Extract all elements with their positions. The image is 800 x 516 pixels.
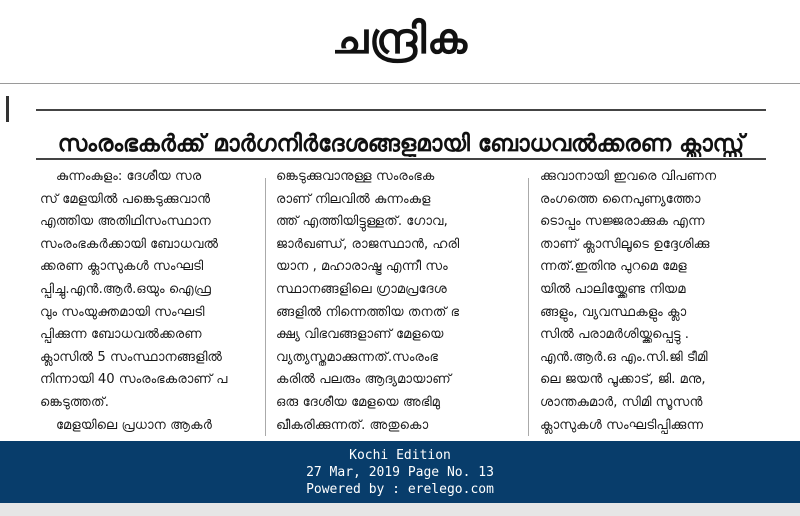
article-line: രാണ് നിലവിൽ കുന്നംകുള xyxy=(276,191,431,207)
article-column-2 xyxy=(276,166,514,438)
article-line: കുന്നംകുളം: ദേശീയ സര xyxy=(56,169,202,184)
article-line: ഖീകരിക്കുന്നത്. അതുകൊ xyxy=(276,417,429,433)
article-line: രംഗത്തെ നൈപുണ്യത്തോ xyxy=(540,191,701,207)
article-line: താണ് ക്ലാസിലൂടെ ഉദ്ദേശിക്കു xyxy=(540,236,710,252)
article-line: ക്ലാസുകൾ സംഘടിപ്പിക്കുന്ന xyxy=(540,417,704,433)
article-line: ജാർഖണ്ഡ്, രാജസ്ഥാൻ, ഹരി xyxy=(276,236,460,252)
article-line: സ് മേളയിൽ പങ്കെടുക്കുവാൻ xyxy=(40,191,211,207)
article-line: ക്കരണ ക്ലാസുകൾ സംഘടി xyxy=(40,259,204,275)
article-line: ക്ലാസിൽ 5 സംസ്ഥാനങ്ങളിൽ xyxy=(40,349,223,365)
article-line: പ്പിച്ചു.എൻ.ആർ.ഒയും ഐഫ്ര xyxy=(40,281,212,297)
newspaper-logo: ചന്ദ്രിക xyxy=(331,14,469,63)
article-line: സിൽ പരാമർശിയ്ക്കപ്പെട്ടു . xyxy=(540,327,689,343)
article-line: ങ്കെടുക്കുവാനുള്ള സംരംഭക xyxy=(276,169,435,184)
article-line: ത്ത് എത്തിയിട്ടുള്ളത്. ഗോവ, xyxy=(276,214,448,230)
article-line xyxy=(540,437,768,438)
article-line: ന്നത്.ഇതിനു പുറമെ മേള xyxy=(540,259,687,275)
masthead xyxy=(0,0,800,84)
article-body xyxy=(40,166,770,438)
article-headline: സംരംഭകർക്ക് മാർഗനിർദേശങ്ങളുമായി ബോധവൽക്കരണ ക്ലാസ്സ് xyxy=(57,131,745,158)
article-line: യിൽ പാലിയ്ക്കേണ്ട നിയമ xyxy=(540,281,686,297)
article-line: സംരംഭകർക്കായി ബോധവൽ xyxy=(40,236,219,252)
article-line: യാന , മഹാരാഷ്ട്ര എന്നീ സം xyxy=(276,259,448,275)
article-line: ങ്ങളും, വ്യവസ്ഥകളും ക്ലാ xyxy=(540,304,687,320)
article-line: വും സംയുക്തമായി സംഘടി xyxy=(40,304,205,320)
headline-top-rule xyxy=(36,109,766,111)
column-divider xyxy=(528,178,529,436)
edition-footer xyxy=(0,441,800,503)
article-line: ങ്ങളിൽ നിന്നെത്തിയ തനത് ഭ xyxy=(276,304,460,320)
column-divider xyxy=(265,178,266,436)
masthead-divider xyxy=(0,83,800,84)
article-line: പ്പിക്കുന്ന ബോധവൽക്കരണ xyxy=(40,327,202,343)
article-column-1 xyxy=(40,166,262,438)
article-line: ക്ഷ്യ വിഭവങ്ങളാണ് മേളയെ xyxy=(276,327,444,343)
article-line: ക്കുവാനായി ഇവരെ വിപണന xyxy=(540,169,717,184)
page-edge-marker xyxy=(6,96,9,122)
edition-date-page: 27 Mar, 2019 Page No. 13 xyxy=(306,465,494,480)
article-line: എൻ.ആർ.ഒ എം.സി.ജി ടീമി xyxy=(540,349,708,365)
article-line: ടൊപ്പം സജ്ജരാക്കുക എന്ന xyxy=(540,214,705,230)
article-line: മേളയിലെ പ്രധാന ആകർ xyxy=(56,417,212,433)
article-line: ശാന്തകുമാർ, സിമി സൂസൻ xyxy=(540,394,703,410)
headline-bottom-rule xyxy=(36,158,766,160)
article-line xyxy=(276,437,514,438)
article-line: കരിൽ പലരും ആദ്യമായാണ് xyxy=(276,372,451,388)
edition-name: Kochi Edition xyxy=(349,448,451,463)
article-line: ങ്കെടുത്തത്. xyxy=(40,394,109,410)
article-line: എത്തിയ അതിഥിസംസ്ഥാന xyxy=(40,214,211,230)
article-line: വ്യത്യസ്തമാക്കുന്നത്.സംരംഭ xyxy=(276,349,438,365)
powered-by-text: Powered by : erelego.com xyxy=(306,482,494,497)
bottom-strip xyxy=(0,503,800,516)
article-line: സ്ഥാനങ്ങളിലെ ഗ്രാമപ്രദേശ xyxy=(276,281,447,297)
article-line xyxy=(40,437,262,438)
article-line: ലെ ജയൻ പൂക്കാട്, ജി. മനു, xyxy=(540,372,706,388)
article-line: ഒരു ദേശീയ മേളയെ അഭിമു xyxy=(276,394,440,410)
article-column-3 xyxy=(540,166,768,438)
article-line: നിന്നായി 40 സംരംഭകരാണ് പ xyxy=(40,372,228,388)
